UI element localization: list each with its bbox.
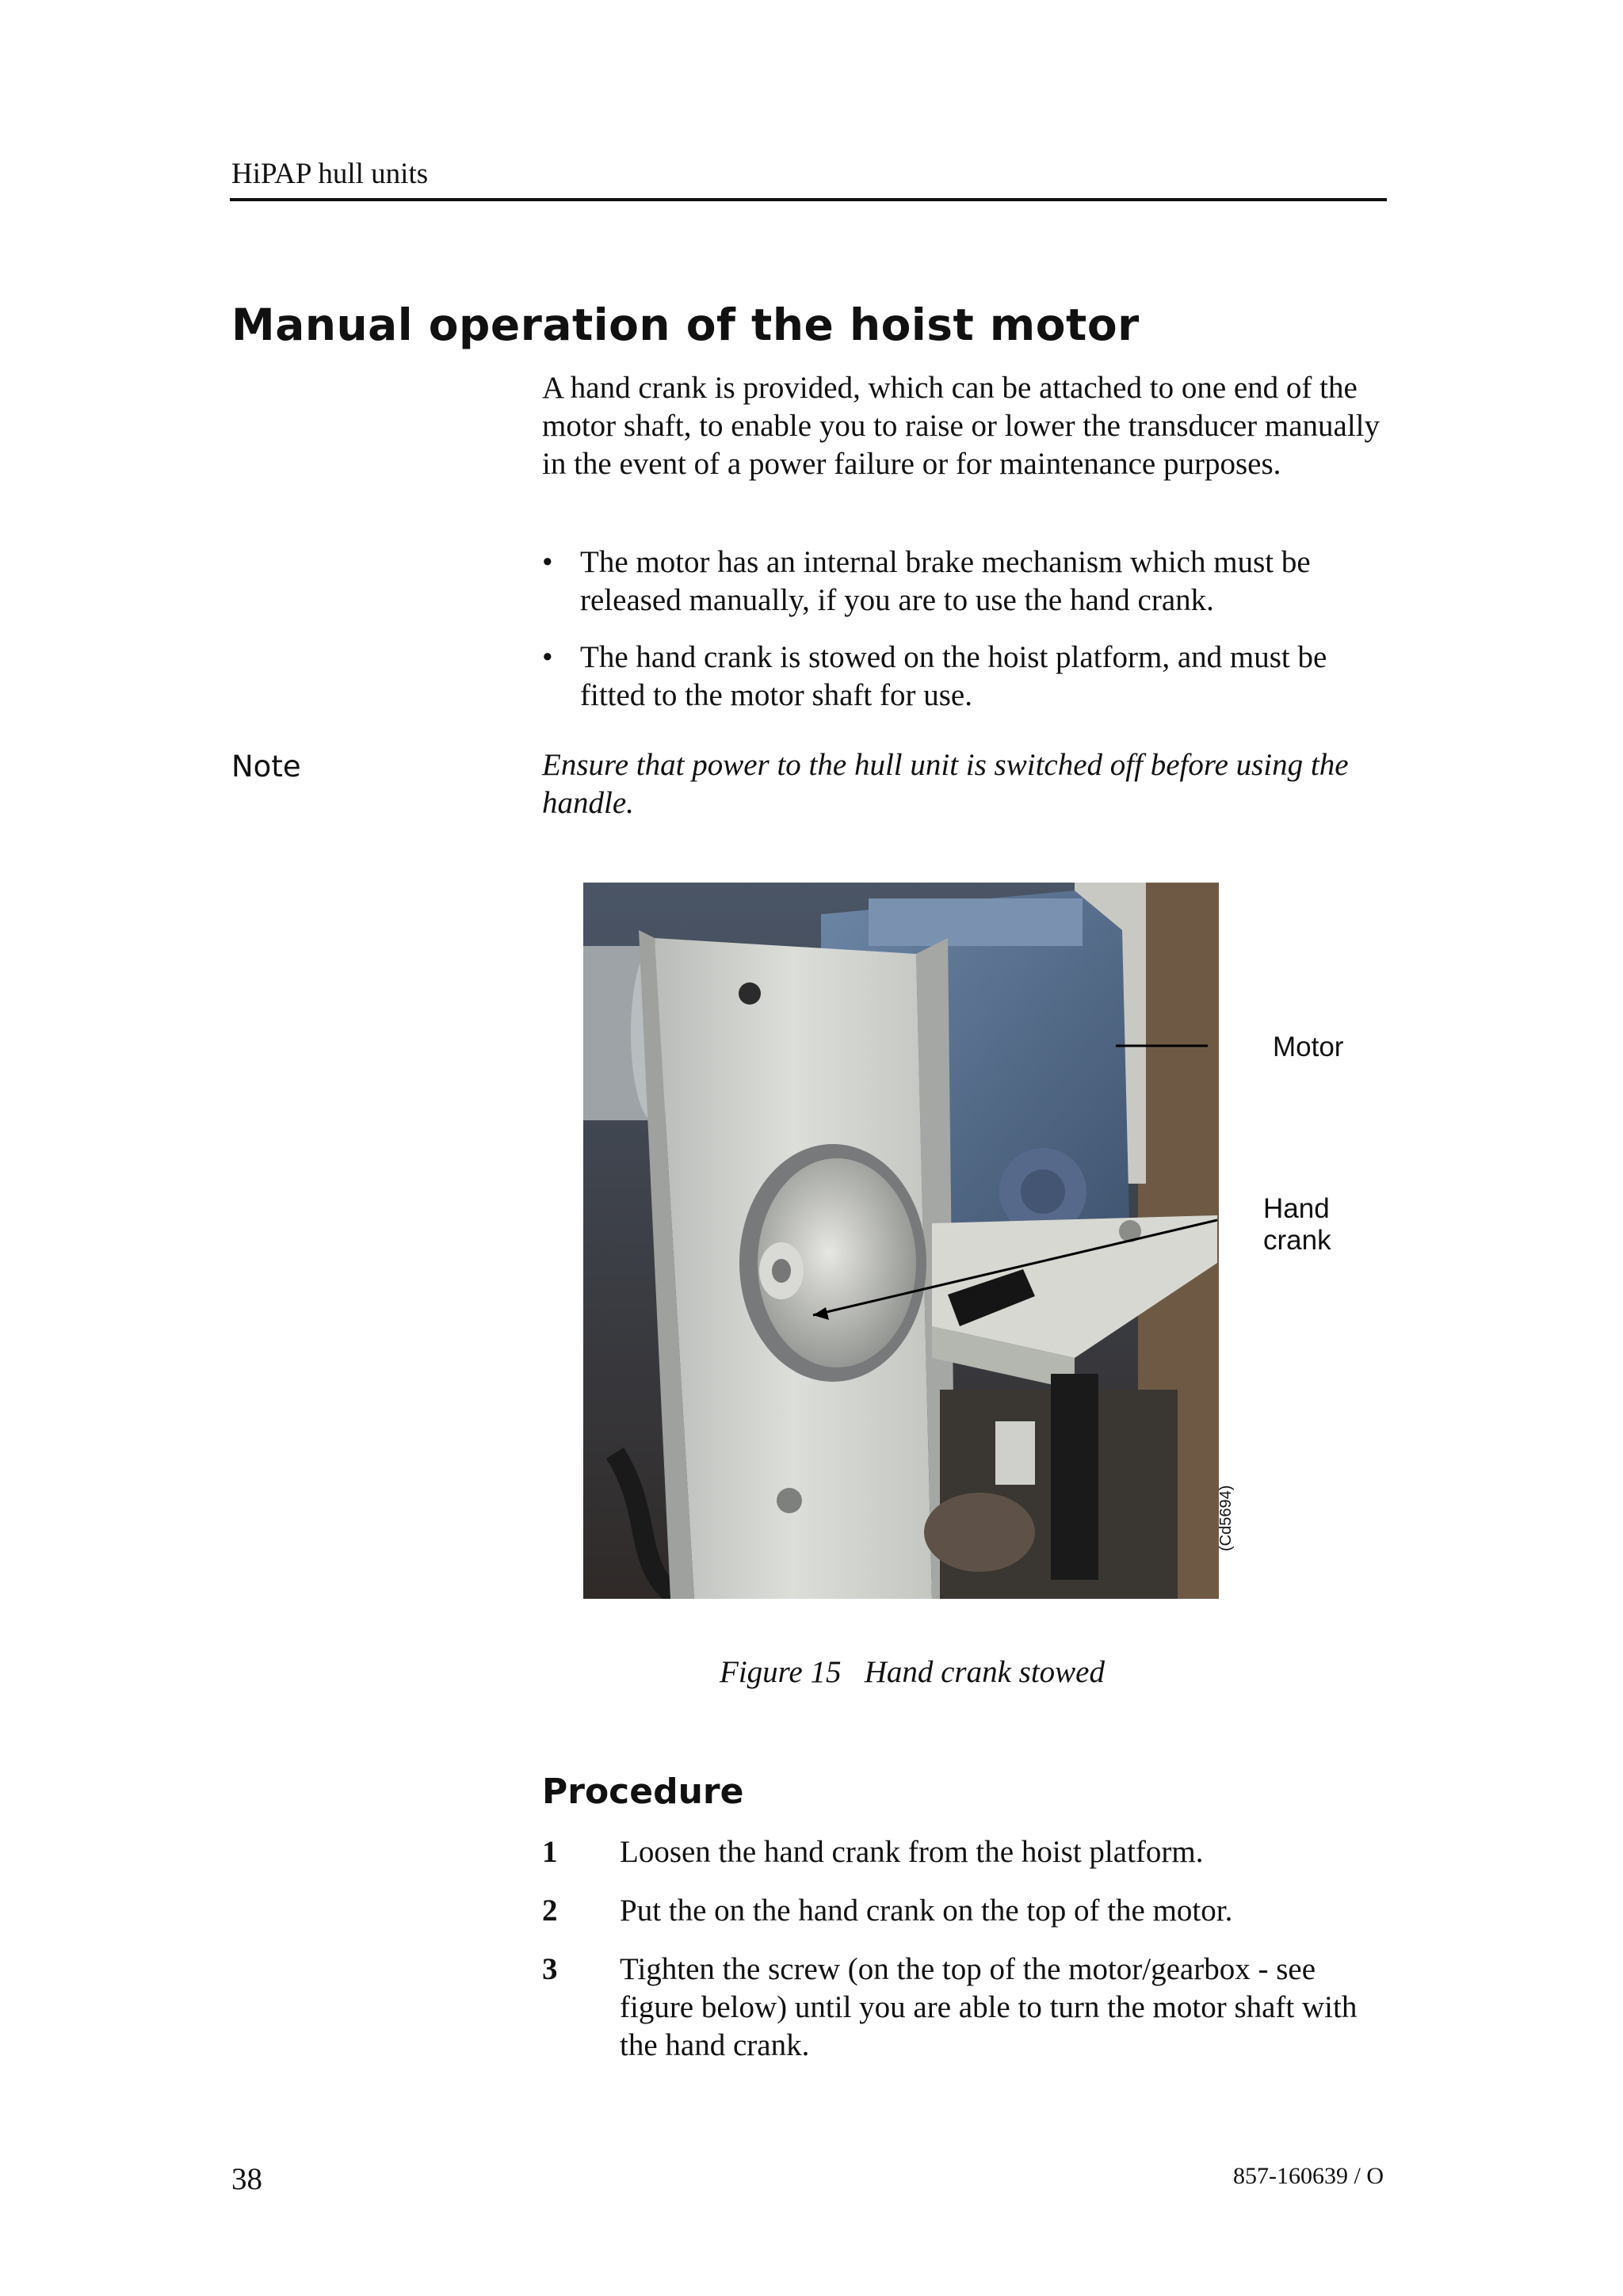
page-number: 38 [231, 2162, 262, 2196]
header-rule [230, 198, 1387, 201]
running-header: HiPAP hull units [231, 158, 429, 190]
procedure-step [542, 1833, 1390, 1871]
callout-hand-crank-line2: crank [1263, 1225, 1331, 1256]
figure-caption: Figure 15 Hand crank stowed [720, 1655, 1105, 1689]
hoist-illustration [583, 883, 1219, 1599]
bullet-glyph: • [542, 640, 553, 674]
note-text: Ensure that power to the hull unit is switched off before using the handle. [542, 748, 1349, 820]
step-text: Tighten the screw (on the top of the motor/gearbox - see figure below) until you are able to turn the motor shaft with the hand crank. [620, 1952, 1358, 2062]
step-number: 1 [542, 1835, 558, 1869]
figure-photo [583, 883, 1219, 1599]
callout-motor: Motor [1273, 1032, 1344, 1062]
step-number: 3 [542, 1952, 558, 1986]
callout-hand-crank-line1: Hand [1263, 1193, 1330, 1224]
procedure-title: Procedure [542, 1772, 744, 1812]
bullet-glyph: • [542, 545, 553, 579]
procedure-steps [542, 1833, 1390, 2085]
bullet-list [542, 543, 1390, 734]
figure-image-code: (Cd5694) [1217, 1485, 1235, 1551]
document-id: 857-160639 / O [1233, 2163, 1384, 2189]
bullet-text: The motor has an internal brake mechanism which must be released manually, if you are to use the hand crank. [580, 545, 1311, 617]
section-title: Manual operation of the hoist motor [231, 299, 1140, 350]
bullet-item [542, 639, 1390, 715]
bullet-text: The hand crank is stowed on the hoist platform, and must be fitted to the motor shaft for use. [580, 640, 1327, 712]
step-number: 2 [542, 1894, 558, 1928]
note-label: Note [231, 749, 301, 784]
bullet-item [542, 543, 1390, 620]
step-text: Put the on the hand crank on the top of the motor. [620, 1894, 1233, 1928]
intro-paragraph: A hand crank is provided, which can be attached to one end of the motor shaft, to enable you to raise or lower the transducer manually in the event of a power failure or for maintenance purposes. [542, 371, 1380, 481]
step-text: Loosen the hand crank from the hoist platform. [620, 1835, 1204, 1869]
procedure-step [542, 1951, 1390, 2065]
procedure-step [542, 1892, 1390, 1930]
